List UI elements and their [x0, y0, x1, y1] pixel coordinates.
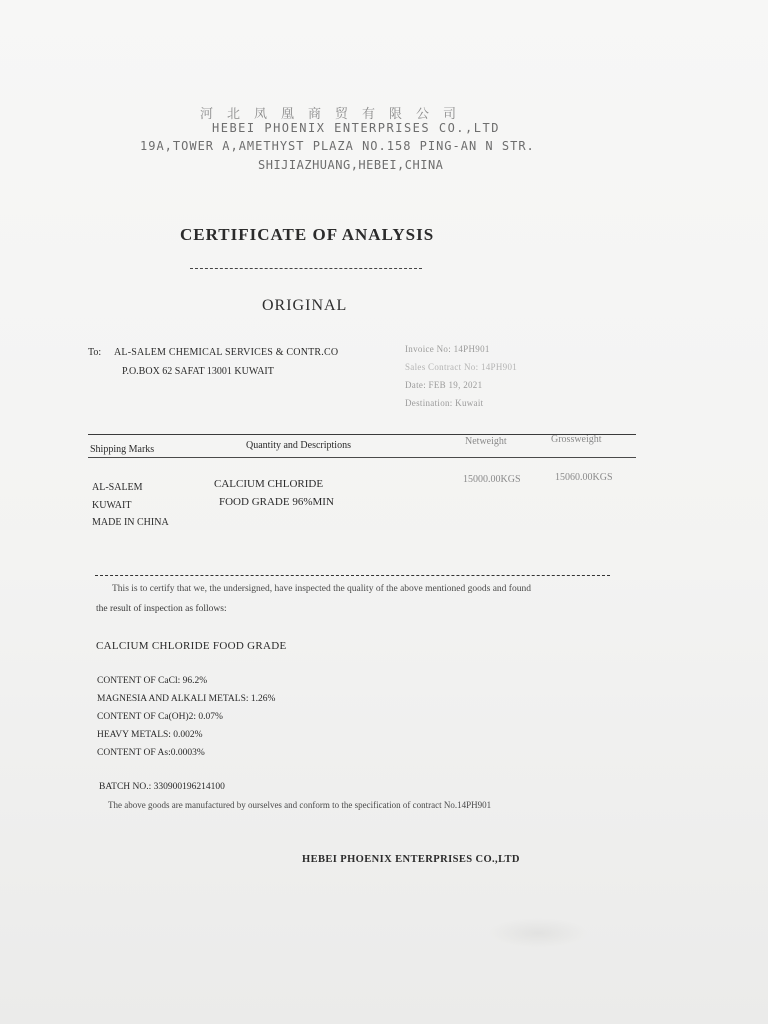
header-net-weight: Netweight [465, 436, 507, 447]
company-name-english: HEBEI PHOENIX ENTERPRISES CO.,LTD [212, 121, 500, 135]
company-address-line1: 19A,TOWER A,AMETHYST PLAZA NO.158 PING-AN N STR. [140, 139, 535, 153]
analysis-result: MAGNESIA AND ALKALI METALS: 1.26% [97, 694, 276, 704]
analysis-result: HEAVY METALS: 0.002% [97, 730, 203, 740]
net-weight-value: 15000.00KGS [463, 474, 521, 485]
product-heading: CALCIUM CHLORIDE FOOD GRADE [96, 640, 287, 652]
table-header-rule [88, 457, 636, 458]
product-description: FOOD GRADE 96%MIN [219, 496, 334, 508]
analysis-result: CONTENT OF As:0.0003% [97, 748, 205, 758]
document-date: Date: FEB 19, 2021 [405, 380, 483, 390]
recipient-label: To: [88, 347, 102, 358]
invoice-number: Invoice No: 14PH901 [405, 344, 490, 354]
destination: Destination: Kuwait [405, 398, 484, 408]
sales-contract-number: Sales Contract No: 14PH901 [405, 362, 518, 372]
company-address-line2: SHIJIAZHUANG,HEBEI,CHINA [258, 158, 444, 172]
title-divider [190, 268, 422, 269]
company-name-chinese: 河北凤凰商贸有限公司 [200, 107, 471, 122]
copy-type-label: ORIGINAL [262, 297, 348, 314]
certification-statement-cont: the result of inspection as follows: [96, 604, 227, 614]
section-divider [95, 575, 610, 576]
document-title: CERTIFICATE OF ANALYSIS [180, 225, 435, 244]
header-shipping-marks: Shipping Marks [90, 444, 155, 455]
faint-stamp-mark [488, 918, 588, 948]
shipping-mark: KUWAIT [92, 500, 132, 511]
header-gross-weight: Grossweight [551, 434, 602, 445]
recipient-address: P.O.BOX 62 SAFAT 13001 KUWAIT [122, 366, 274, 377]
shipping-mark: AL-SALEM [92, 482, 143, 493]
gross-weight-value: 15060.00KGS [555, 472, 613, 483]
recipient-name: AL-SALEM CHEMICAL SERVICES & CONTR.CO [114, 347, 339, 358]
analysis-result: CONTENT OF CaCl: 96.2% [97, 676, 208, 686]
batch-number: BATCH NO.: 330900196214100 [99, 782, 225, 792]
analysis-result: CONTENT OF Ca(OH)2: 0.07% [97, 712, 223, 722]
conformity-statement: The above goods are manufactured by ourselves and conform to the specification of contract No.14PH901 [108, 800, 492, 810]
product-description: CALCIUM CHLORIDE [214, 478, 324, 490]
signatory-company: HEBEI PHOENIX ENTERPRISES CO.,LTD [302, 854, 520, 865]
certification-statement: This is to certify that we, the undersigned, have inspected the quality of the above mentioned goods and found [112, 584, 531, 594]
header-quantity-descriptions: Quantity and Descriptions [246, 440, 351, 451]
shipping-mark: MADE IN CHINA [92, 517, 169, 528]
